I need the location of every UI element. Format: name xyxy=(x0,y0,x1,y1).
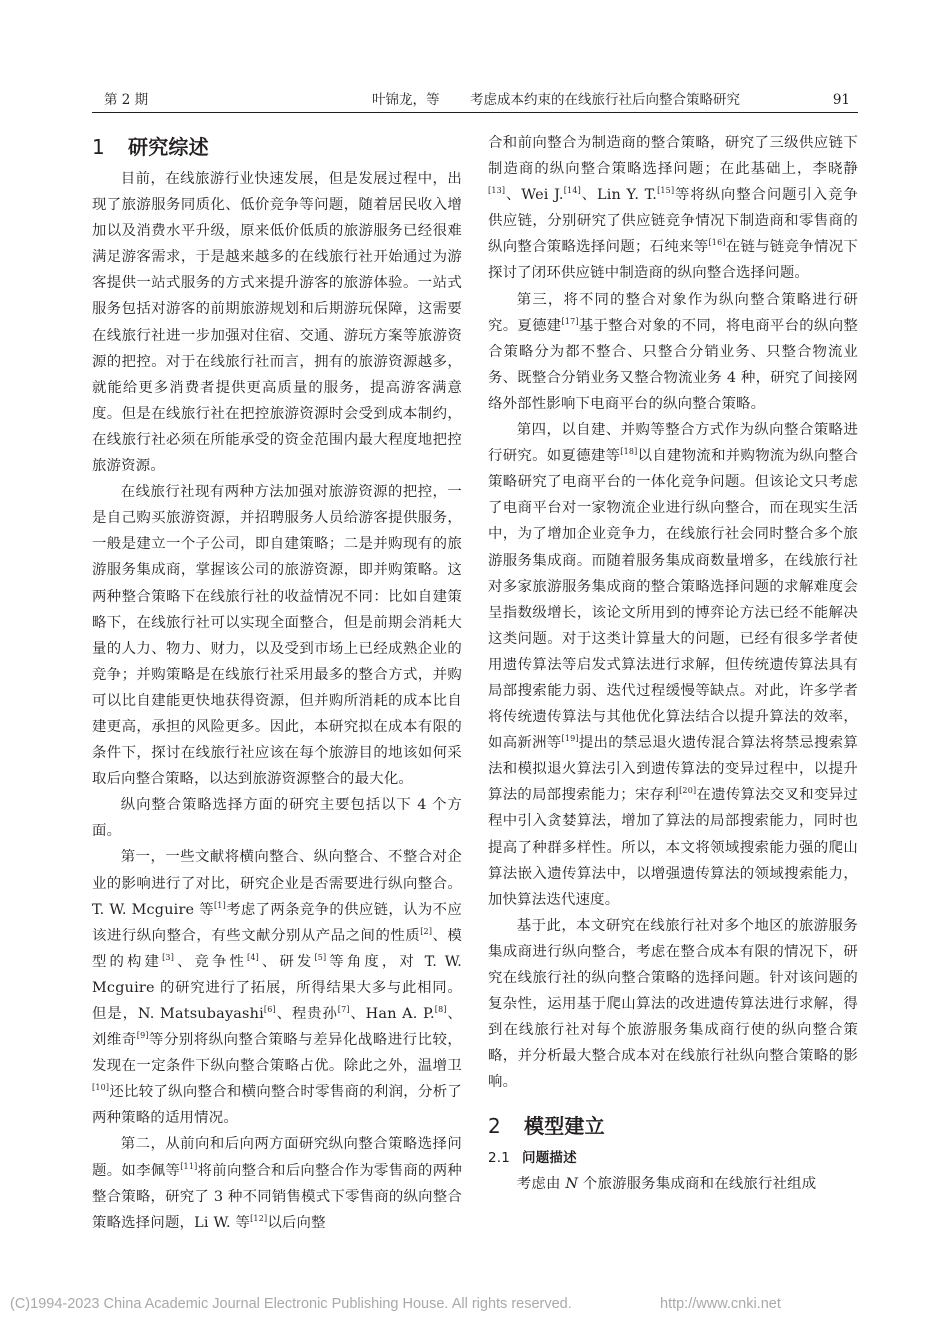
text-run: 在遗传算法交叉和变异过程中引入贪婪算法，增加了算法的局部搜索能力，同时也提高了种群多样性。所以，本文将领域搜索能力强的爬山算法嵌入遗传算法中，以增强遗传算法的领域搜索能力，加快算法迭代速度。 xyxy=(488,787,858,908)
citation[interactable]: [15] xyxy=(657,186,675,196)
citation[interactable]: [9] xyxy=(136,1031,149,1041)
citation[interactable]: [3] xyxy=(162,952,175,962)
text-run: 提出的禁忌退火遗传混合算法将禁忌搜索算法和模拟退火算法引入到遗传算法的变异过程中，以提升算法的局部搜索能力；宋存利 xyxy=(488,735,858,804)
citation[interactable]: [4] xyxy=(247,952,259,962)
citation[interactable]: [14] xyxy=(563,186,581,196)
text-run: 第三，将不同的整合对象作为纵向整合策略进行研究。夏德建 xyxy=(488,291,858,334)
citation[interactable]: [6] xyxy=(263,1005,276,1014)
paragraph xyxy=(488,287,858,417)
text-run: 等分别将纵向整合策略与差异化战略进行比较，发现在一定条件下纵向整合策略占优。除此之外，温增卫 xyxy=(92,1032,462,1075)
paragraph: 基于此，本文研究在线旅行社对多个地区的旅游服务集成商进行纵向整合，考虑在整合成本有限的情况下，研究在线旅行社的纵向整合策略的选择问题。针对该问题的复杂性，运用基于爬山算法的改进遗传算法进行求解，得到在线旅行社对每个旅游服务集成商行使的纵向整合策略，并分析最大整合成本对在线旅行社纵向整合策略的影响。 xyxy=(488,917,858,1091)
text-run: 、刘维奇 xyxy=(92,1006,462,1049)
text-run: 合和前向整合为制造商的整合策略，研究了三级供应链下制造商的纵向整合策略选择问题；在此基础上，李晓静 xyxy=(488,135,858,178)
text-run: 等角度，对 T. W. Mcguire 的研究进行了拓展，所得结果大多与此相同。但是，N. Matsubayashi xyxy=(92,953,462,1022)
copyright-footer xyxy=(10,1296,940,1312)
citation[interactable]: [2] xyxy=(420,926,433,936)
paragraph xyxy=(92,1131,462,1235)
section-number: 2 xyxy=(488,1114,501,1139)
subsection-title: 问题描述 xyxy=(522,1150,577,1167)
running-title: 考虑成本约束的在线旅行社后向整合策略研究 xyxy=(470,92,740,108)
citation[interactable]: [19] xyxy=(561,734,579,744)
text-run: 以后向整 xyxy=(267,1214,326,1231)
text-run: 还比较了纵向整合和横向整合时零售商的利润，分析了两种策略的适用情况。 xyxy=(92,1084,462,1127)
text-run: 、研发 xyxy=(258,953,315,970)
paragraph xyxy=(488,417,858,913)
paragraph: 在线旅行社现有两种方法加强对旅游资源的把控，一是自己购买旅游资源，并招聘服务人员给游客提供服务，一般是建立一个子公司，即自建策略；二是并购现有的旅游服务集成商，掌握该公司的旅游资源，即并购策略。这两种整合策略下在线旅行社的收益情况不同：比如自建策略下，在线旅行社可以实现全面整合，但是前期会消耗大量的人力、物力、财力，以及受到市场上已经成熟企业的竞争；并购策略是在线旅行社采用最多的整合方式，并购可以比自建能更快地获得资源，但并购所消耗的成本比自建更高，承担的风险更多。因此，本研究拟在成本有限的条件下，探讨在线旅行社应该在每个旅游目的地该如何采取后向整合策略，以达到旅游资源整合的最大化。 xyxy=(92,484,462,788)
text-run: 第二，从前向和后向两方面研究纵向整合策略选择问题。如李佩等 xyxy=(92,1136,462,1179)
section-number: 1 xyxy=(92,135,105,159)
section-title: 研究综述 xyxy=(128,135,209,159)
paragraph xyxy=(488,1171,858,1197)
section-title: 模型建立 xyxy=(524,1114,605,1139)
text-run: 、Lin Y. T. xyxy=(580,187,658,204)
citation[interactable]: [5] xyxy=(314,952,327,962)
copyright-text: (C)1994-2023 China Academic Journal Electronic Publishing House. All rights reserved. xyxy=(10,1296,572,1312)
paragraph: 纵向整合策略选择方面的研究主要包括以下 4 个方面。 xyxy=(92,797,462,840)
citation[interactable]: [13] xyxy=(488,186,506,196)
paragraph xyxy=(92,844,462,1131)
left-column xyxy=(92,130,462,1236)
variable-n: N xyxy=(565,1176,579,1193)
section-heading-1 xyxy=(92,132,462,162)
citation[interactable]: [10] xyxy=(92,1083,110,1093)
text-run: 第一，一些文献将横向整合、纵向整合、不整合对企业的影响进行了对比，研究企业是否需要进行纵向整合。T. W. Mcguire 等 xyxy=(92,849,462,918)
running-authors: 叶锦龙，等 xyxy=(372,92,440,108)
text-run: 考虑由 xyxy=(516,1176,566,1193)
text-run: 将前向整合和后向整合作为零售商的两种整合策略，研究了 3 种不同销售模式下零售商的纵向整合策略选择问题，Li W. 等 xyxy=(92,1162,463,1231)
citation[interactable]: [11] xyxy=(180,1161,198,1171)
text-run: 等将纵向整合问题引入竞争供应链，分别研究了供应链竞争情况下制造商和零售商的纵向整合策略选择问题；石纯来等 xyxy=(488,187,858,256)
citation[interactable]: [12] xyxy=(250,1213,268,1223)
text-run: 在链与链竞争情况下探讨了闭环供应链中制造商的纵向整合选择问题。 xyxy=(488,239,858,282)
right-column xyxy=(488,130,858,1198)
running-header xyxy=(92,88,858,113)
text-run: 、模型的构建 xyxy=(92,927,462,970)
citation[interactable]: [20] xyxy=(679,786,697,796)
citation[interactable]: [16] xyxy=(708,238,726,248)
text-run: 第四，以自建、并购等整合方式作为纵向整合策略进行研究。如夏德建等 xyxy=(488,422,858,465)
text-run: 以自建物流和并购物流为纵向整合策略研究了电商平台的一体化竞争问题。但该论文只考虑了电商平台对一家物流企业进行纵向整合，而在现实生活中，为了增加企业竞争力，在线旅行社会同时整合多个旅游服务集成商。而随着服务集成商数量增多，在线旅行社对多家旅游服务集成商的整合策略选择问题的求解难度会呈指数级增长，该论文所用到的博弈论方法已经不能解决这类问题。对于这类计算量大的问题，已经有很多学者使用遗传算法等启发式算法进行求解，但传统遗传算法具有局部搜索能力弱、迭代过程缓慢等缺点。对此，许多学者将传统遗传算法与其他优化算法结合以提升算法的效率，如高新洲等 xyxy=(488,448,858,752)
page-number: 91 xyxy=(832,92,850,108)
citation[interactable]: [8] xyxy=(434,1005,447,1014)
text-run: 个旅游服务集成商和在线旅行社组成 xyxy=(578,1176,817,1193)
subsection-heading xyxy=(488,1145,858,1171)
text-run: 、Han A. P. xyxy=(349,1006,435,1022)
citation[interactable]: [18] xyxy=(620,447,638,457)
citation[interactable]: [7] xyxy=(337,1005,350,1014)
citation[interactable]: [17] xyxy=(561,316,579,326)
text-run: 考虑了两条竞争的供应链，认为不应该进行纵向整合，有些文献分别从产品之间的性质 xyxy=(92,901,463,944)
issue-number: 第 2 期 xyxy=(104,92,149,108)
subsection-number: 2.1 xyxy=(488,1150,511,1167)
text-run: 、竞争性 xyxy=(174,953,248,970)
citation[interactable]: [1] xyxy=(213,900,226,910)
text-run: 、程贵孙 xyxy=(275,1006,338,1022)
paragraph: 目前，在线旅游行业快速发展，但是发展过程中，出现了旅游服务同质化、低价竞争等问题，随着居民收入增加以及消费水平升级，原来低价低质的旅游服务已经很难满足游客需求，于是越来越多的在线旅行社开始通过为游客提供一站式服务的方式来提升游客的旅游体验。一站式服务包括对游客的前期旅游规划和后期游玩保障，这需要在线旅行社进一步加强对住宿、交通、游玩方案等旅游资源的把控。对于在线旅行社而言，拥有的旅游资源越多，就能给更多消费者提供更高质量的服务，提高游客满意度。但是在线旅行社在把控旅游资源时会受到成本制约，在线旅行社必须在所能承受的资金范围内最大程度地把控旅游资源。 xyxy=(92,171,462,475)
text-run: 、Wei J. xyxy=(505,187,564,204)
paragraph xyxy=(488,130,858,287)
text-run: 基于整合对象的不同，将电商平台的纵向整合策略分为都不整合、只整合分销业务、只整合物流业务、既整合分销业务又整合物流业务 4 种，研究了间接网络外部性影响下电商平台的纵向整合策略。 xyxy=(488,317,858,412)
section-heading-2 xyxy=(488,1111,858,1141)
cnki-link[interactable]: http://www.cnki.net xyxy=(660,1296,781,1312)
